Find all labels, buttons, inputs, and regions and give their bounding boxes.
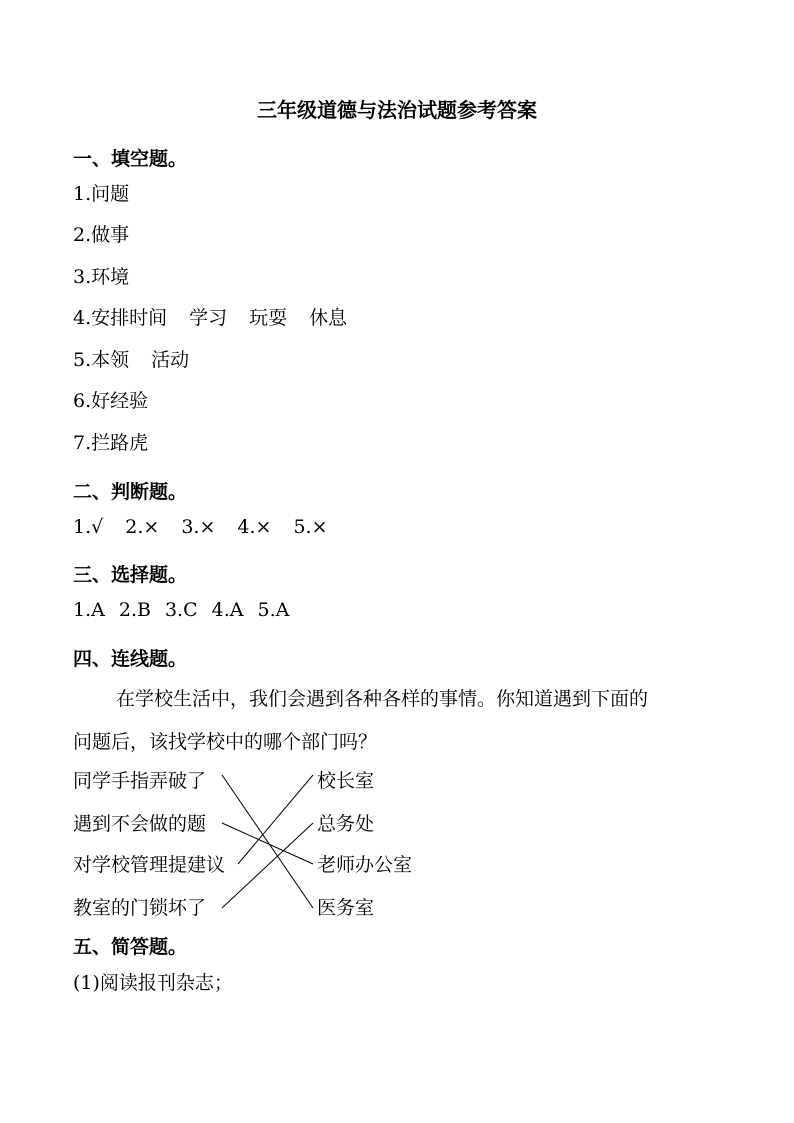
mc-answer-4: 4.A bbox=[211, 599, 244, 621]
match-left-3: 对学校管理提建议 bbox=[73, 854, 226, 876]
section-heading-matching: 四、连线题。 bbox=[73, 648, 188, 670]
tf-answer-5: 5.× bbox=[293, 516, 328, 538]
match-line-1 bbox=[222, 775, 313, 908]
answer-1-4-study: 学习 bbox=[189, 307, 228, 329]
answer-1-4-main: 4.安排时间 bbox=[73, 307, 168, 329]
answer-1-5-activity: 活动 bbox=[151, 349, 190, 371]
mc-answer-1: 1.A bbox=[73, 599, 105, 621]
match-line-3 bbox=[238, 775, 313, 864]
match-right-1: 校长室 bbox=[317, 770, 375, 792]
matching-prompt-line-1: 在学校生活中，我们会遇到各种各样的事情。你知道遇到下面的 bbox=[116, 688, 649, 710]
tf-answer-4: 4.× bbox=[237, 516, 272, 538]
match-left-4: 教室的门锁坏了 bbox=[73, 897, 207, 919]
match-left-2: 遇到不会做的题 bbox=[73, 813, 207, 835]
tf-answer-3: 3.× bbox=[181, 516, 216, 538]
match-right-2: 总务处 bbox=[317, 813, 375, 835]
page-title: 三年级道德与法治试题参考答案 bbox=[257, 98, 537, 122]
answer-1-4-rest: 休息 bbox=[309, 307, 348, 329]
answer-1-3: 3.环境 bbox=[73, 266, 130, 288]
tf-answer-1: 1.√ bbox=[73, 516, 104, 538]
short-answer-1: (1)阅读报刊杂志； bbox=[73, 972, 233, 994]
match-left-1: 同学手指弄破了 bbox=[73, 770, 207, 792]
section-heading-true-false: 二、判断题。 bbox=[73, 481, 188, 503]
matching-prompt-line-2: 问题后，该找学校中的哪个部门吗？ bbox=[73, 731, 378, 753]
answer-1-1: 1.问题 bbox=[73, 183, 130, 205]
match-right-4: 医务室 bbox=[317, 897, 375, 919]
match-line-4 bbox=[222, 823, 313, 908]
mc-answer-5: 5.A bbox=[257, 599, 290, 621]
tf-answer-2: 2.× bbox=[125, 516, 160, 538]
mc-answer-3: 3.C bbox=[164, 599, 198, 621]
answer-1-5-main: 5.本领 bbox=[73, 349, 130, 371]
match-right-3: 老师办公室 bbox=[317, 854, 413, 876]
answer-1-2: 2.做事 bbox=[73, 224, 130, 246]
answer-1-6: 6.好经验 bbox=[73, 390, 149, 412]
answer-1-7: 7.拦路虎 bbox=[73, 432, 149, 454]
section-heading-multiple-choice: 三、选择题。 bbox=[73, 564, 188, 586]
section-heading-short-answer: 五、简答题。 bbox=[73, 936, 188, 958]
answer-1-4-play: 玩耍 bbox=[249, 307, 288, 329]
section-heading-fill-blank: 一、填空题。 bbox=[73, 148, 188, 170]
mc-answer-2: 2.B bbox=[118, 599, 151, 621]
